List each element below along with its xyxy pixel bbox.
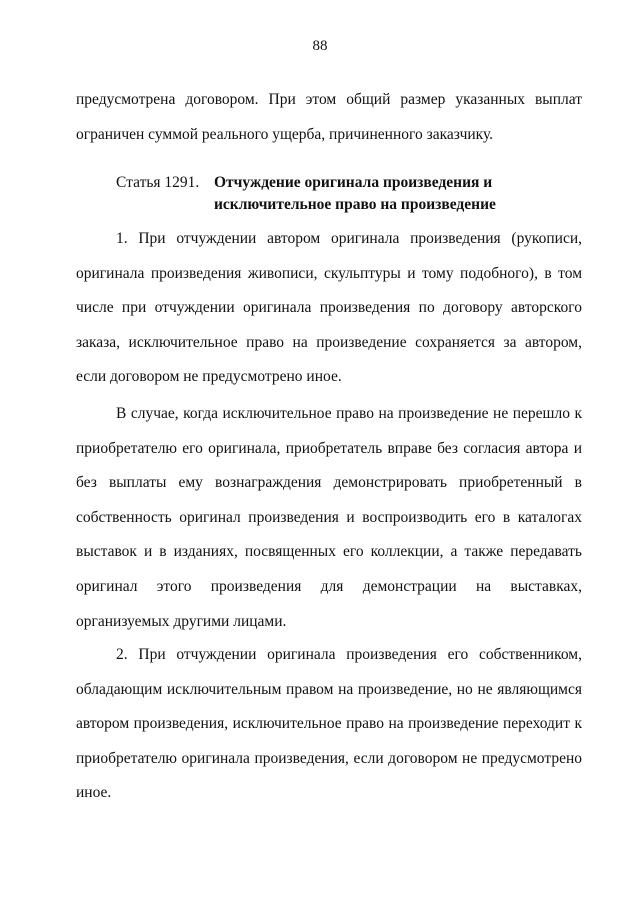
intro-paragraph: предусмотрена договором. При этом общий размер указанных выплат ограничен суммой реального ущерба, причиненного заказчику. [76,91,582,143]
page-number: 88 [312,38,328,54]
paragraph-3: 2. При отчуждении оригинала произведения его собственником, обладающим исключительным правом на произведение, но не являющимся автором произведения, исключительное право на произведение переходит к приобретателю оригинала произведения, если договором не предусмотрено иное. [76,646,582,802]
paragraph-2: В случае, когда исключительное право на произведение не перешло к приобретателю его оригинала, приобретатель вправе без согласия автора и без выплаты ему вознаграждения демонстрировать приобретенный в собственность оригинал произведения и воспроизводить его в каталогах выставок и в изданиях, посвященных его коллекции, а также передавать оригинал этого произведения для демонстрации на выставках, организуемых другими лицами. [76,405,582,630]
article-title: Отчуждение оригинала произведения и исключительное право на произведение [214,174,496,213]
paragraph-1: 1. При отчуждении автором оригинала произведения (рукописи, оригинала произведения живописи, скульптуры и тому подобного), в том числе при отчуждении оригинала произведения по договору авторского заказа, исключительное право на произведение сохраняется за автором, если договором не предусмотрено иное. [76,230,582,386]
article-number: Статья 1291. [116,174,200,191]
